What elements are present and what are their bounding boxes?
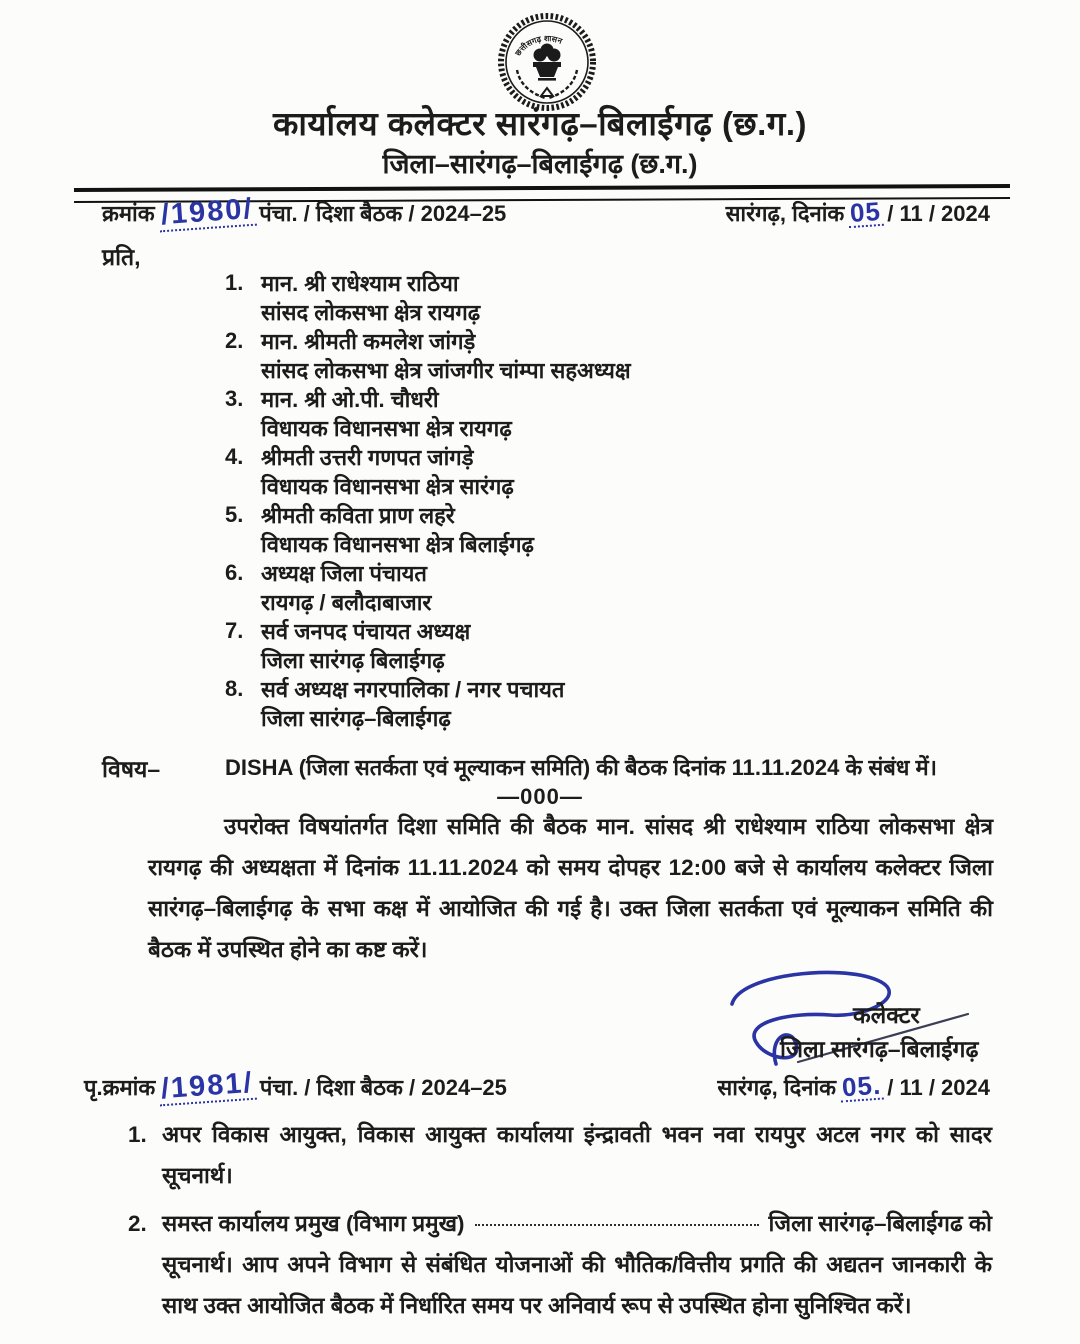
recipient-name: मान. श्री राधेश्याम राठिया [261,271,459,296]
copy-item-tail: जिला सारंगढ़–बिलाईगढ को [768,1211,992,1236]
item-number: 3. [225,386,244,411]
recipient-designation: विधायक विधानसभा क्षेत्र बिलाईगढ़ [261,531,534,557]
item-number: 7. [225,618,244,643]
item-number: 2. [128,1211,147,1236]
item-number: 5. [225,502,244,527]
copy-item-first-line [162,1203,992,1244]
ref-label: क्रमांक [102,201,155,226]
list-item [225,444,865,501]
ref-suffix: पंचा. / दिशा बैठक / 2024–25 [259,201,507,226]
handwritten-ref-number: /1980/ [158,195,257,233]
place-date-group [725,195,990,229]
endorsement-place-date-label: सारंगढ़, दिनांक [717,1075,837,1100]
copy-item-continuation: सूचनार्थ। आप अपने विभाग से संबंधित योजनाओं की भौतिक/वित्तीय प्रगति की अद्यतन जानकारी के साथ उक्त आयोजित बैठक में निर्धारित समय पर अनिवार्य रूप से उपस्थित होना सुनिश्चित करें। [162,1252,992,1318]
office-title: कार्यालय कलेक्टर सारंगढ़–बिलाईगढ़ (छ.ग.) [273,105,807,142]
endorsement-number-group [84,1066,507,1106]
chhattisgarh-emblem-icon [495,10,599,114]
recipient-name: मान. श्री ओ.पी. चौधरी [261,387,439,412]
endorsement-place-date-group [717,1069,990,1103]
endorsement-line [84,1066,990,1106]
recipient-name: श्रीमती कविता प्राण लहरे [261,503,455,528]
recipient-name: मान. श्रीमती कमलेश जांगड़े [261,329,476,354]
recipient-name: अध्यक्ष जिला पंचायत [261,561,427,586]
handwritten-endorsement-number: /1981/ [158,1069,257,1107]
subject-label: विषय– [102,756,161,782]
copy-item-text: अपर विकास आयुक्त, विकास आयुक्त कार्यालया इंन्द्रावती भवन नवा रायपुर अटल नगर को सादर सूचनार्थ। [162,1122,992,1188]
endorsement-date-rest: / 11 / 2024 [887,1075,990,1100]
signatory-title: कलेक्टर [853,1002,920,1028]
handwritten-endorsement-date-day: 05. [841,1069,883,1103]
svg-text:छत्तीसगढ़ शासन: छत्तीसगढ़ शासन [513,34,564,58]
list-item [225,270,865,327]
item-number: 4. [225,444,244,469]
list-item [225,328,865,385]
list-item [225,560,865,617]
recipient-designation: विधायक विधानसभा क्षेत्र रायगढ़ [261,415,512,441]
signatory-org: जिला सारंगढ़–बिलाईगढ़ [780,1036,979,1062]
list-item [225,618,865,675]
item-number: 1. [225,270,244,295]
reference-number-group [102,192,507,232]
recipient-name: सर्व जनपद पंचायत अध्यक्ष [261,619,471,644]
recipient-designation: जिला सारंगढ़ बिलाईगढ़ [261,647,445,673]
district-subtitle: जिला–सारंगढ़–बिलाईगढ़ (छ.ग.) [382,149,698,179]
item-number: 1. [128,1122,147,1147]
recipient-designation: विधायक विधानसभा क्षेत्र सारंगढ़ [261,473,514,499]
salutation: प्रति, [102,244,141,270]
list-item [128,1114,992,1196]
recipient-list [225,270,865,734]
list-item [225,676,865,733]
recipient-designation: सांसद लोकसभा क्षेत्र रायगढ़ [261,299,481,325]
letter-body: उपरोक्त विषयांतर्गत दिशा समिति की बैठक मान. सांसद श्री राधेश्याम राठिया लोकसभा क्षेत्र रायगढ़ की अध्यक्षता में दिनांक 11.11.2024 को समय दोपहर 12:00 बजे से कार्यालय कलेक्टर जिला सारंगढ़–बिलाईगढ़ के सभा कक्ष में आयोजित की गई है। उक्त जिला सतर्कता एवं मूल्याकन समिति की बैठक में उपस्थित होने का कष्ट करें। [148,814,993,962]
recipient-name: श्रीमती उत्तरी गणपत जांगड़े [261,445,474,470]
list-item [225,502,865,559]
endorsement-suffix: पंचा. / दिशा बैठक / 2024–25 [259,1075,507,1100]
recipient-name: सर्व अध्यक्ष नगरपालिका / नगर पचायत [261,677,565,702]
recipient-designation: रायगढ़ / बलौदाबाजार [261,589,432,615]
place-date-label: सारंगढ़, दिनांक [725,201,845,226]
subject-separator: —000— [497,784,583,809]
endorsement-label: पृ.क्रमांक [84,1075,156,1100]
recipient-designation: सांसद लोकसभा क्षेत्र जांजगीर चांम्पा सहअध्यक्ष [261,357,631,383]
subject-text: DISHA (जिला सतर्कता एवं मूल्याकन समिति) की बैठक दिनांक 11.11.2024 के संबंध में। [225,755,938,780]
recipient-designation: जिला सारंगढ़–बिलाईगढ़ [261,705,451,731]
reference-line [102,192,990,232]
copy-item-lead: समस्त कार्यालय प्रमुख (विभाग प्रमुख) [162,1211,465,1236]
item-number: 6. [225,560,244,585]
dotted-fill [475,1224,759,1226]
list-item [225,386,865,443]
handwritten-date-day: 05 [849,195,883,229]
copy-to-list [128,1114,992,1333]
list-item [128,1203,992,1326]
item-number: 8. [225,676,244,701]
item-number: 2. [225,328,244,353]
date-rest: / 11 / 2024 [887,201,990,226]
